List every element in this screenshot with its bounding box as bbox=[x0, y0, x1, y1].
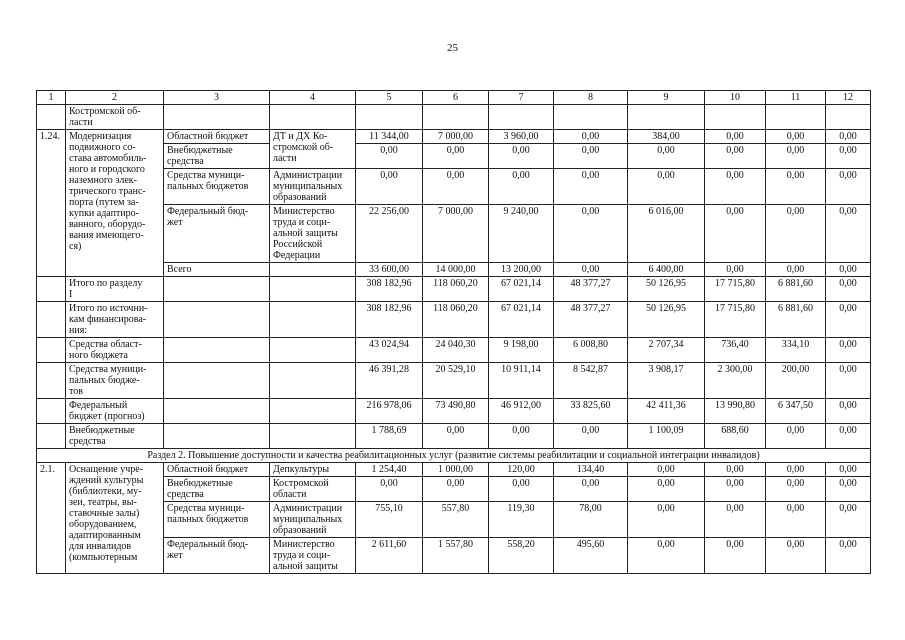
value-cell: 0,00 bbox=[489, 477, 554, 502]
total-name: Итого по разделу I bbox=[66, 277, 164, 302]
value-cell: 0,00 bbox=[826, 144, 871, 169]
col-header-6: 6 bbox=[423, 91, 489, 105]
value-cell: 0,00 bbox=[554, 263, 628, 277]
executor: Костромской области bbox=[270, 477, 356, 502]
value-cell: 0,00 bbox=[826, 538, 871, 574]
executor: Администрации муниципальных образований bbox=[270, 502, 356, 538]
total-name: Федеральный бюджет (прогноз) bbox=[66, 399, 164, 424]
value-cell: 78,00 bbox=[554, 502, 628, 538]
value-cell: 0,00 bbox=[489, 144, 554, 169]
section-row bbox=[37, 449, 871, 463]
value-cell: 0,00 bbox=[826, 502, 871, 538]
value-cell: 0,00 bbox=[705, 169, 766, 205]
row-id bbox=[37, 338, 66, 363]
col-header-11: 11 bbox=[766, 91, 826, 105]
executor bbox=[270, 399, 356, 424]
total-name: Средства муници- пальных бюдже- тов bbox=[66, 363, 164, 399]
value-cell: 0,00 bbox=[826, 263, 871, 277]
value-cell: 200,00 bbox=[766, 363, 826, 399]
executor bbox=[270, 263, 356, 277]
col-header-10: 10 bbox=[705, 91, 766, 105]
value-cell: 6 400,00 bbox=[628, 263, 705, 277]
col-header-12: 12 bbox=[826, 91, 871, 105]
value-cell: 0,00 bbox=[826, 424, 871, 449]
value-cell: 0,00 bbox=[628, 477, 705, 502]
value-cell: 0,00 bbox=[489, 169, 554, 205]
value-cell: 6 008,80 bbox=[554, 338, 628, 363]
value-cell: 9 240,00 bbox=[489, 205, 554, 263]
funding-source: Областной бюджет bbox=[164, 463, 270, 477]
value-cell: 24 040,30 bbox=[423, 338, 489, 363]
value-cell: 0,00 bbox=[628, 502, 705, 538]
value-cell: 42 411,36 bbox=[628, 399, 705, 424]
value-cell: 0,00 bbox=[356, 169, 423, 205]
row-id: 2.1. bbox=[37, 463, 66, 574]
value-cell: 6 016,00 bbox=[628, 205, 705, 263]
row-id bbox=[37, 277, 66, 302]
value-cell: 6 881,60 bbox=[766, 302, 826, 338]
value-cell: 6 881,60 bbox=[766, 277, 826, 302]
row-id bbox=[37, 363, 66, 399]
value-cell: 0,00 bbox=[423, 169, 489, 205]
funding-source: Федеральный бюд- жет bbox=[164, 205, 270, 263]
executor bbox=[270, 424, 356, 449]
funding-source bbox=[164, 399, 270, 424]
value-cell: 1 557,80 bbox=[423, 538, 489, 574]
value-cell: 0,00 bbox=[554, 169, 628, 205]
value-cell: 14 000,00 bbox=[423, 263, 489, 277]
funding-source bbox=[164, 302, 270, 338]
value-cell: 0,00 bbox=[554, 424, 628, 449]
value-cell bbox=[705, 105, 766, 130]
value-cell: 9 198,00 bbox=[489, 338, 554, 363]
funding-source: Всего bbox=[164, 263, 270, 277]
value-cell: 1 000,00 bbox=[423, 463, 489, 477]
col-header-2: 2 bbox=[66, 91, 164, 105]
value-cell: 0,00 bbox=[554, 477, 628, 502]
value-cell: 0,00 bbox=[766, 477, 826, 502]
value-cell: 558,20 bbox=[489, 538, 554, 574]
value-cell: 0,00 bbox=[705, 263, 766, 277]
value-cell: 20 529,10 bbox=[423, 363, 489, 399]
funding-source bbox=[164, 277, 270, 302]
value-cell: 0,00 bbox=[766, 538, 826, 574]
value-cell: 134,40 bbox=[554, 463, 628, 477]
executor bbox=[270, 302, 356, 338]
value-cell: 0,00 bbox=[766, 502, 826, 538]
executor bbox=[270, 363, 356, 399]
value-cell: 118 060,20 bbox=[423, 302, 489, 338]
value-cell: 67 021,14 bbox=[489, 277, 554, 302]
value-cell: 17 715,80 bbox=[705, 277, 766, 302]
value-cell bbox=[554, 105, 628, 130]
measure-name: Модернизация подвижного со- става автомобиль- ного и городского наземного элек- трического транс- порта (путем за- купки адаптиро- ванного, оборудо- вания имеющего- ся) bbox=[66, 130, 164, 277]
value-cell: 0,00 bbox=[826, 399, 871, 424]
col-header-9: 9 bbox=[628, 91, 705, 105]
value-cell: 0,00 bbox=[766, 169, 826, 205]
table-row bbox=[37, 277, 871, 302]
value-cell: 0,00 bbox=[766, 144, 826, 169]
value-cell: 48 377,27 bbox=[554, 302, 628, 338]
col-header-3: 3 bbox=[164, 91, 270, 105]
value-cell: 1 100,09 bbox=[628, 424, 705, 449]
value-cell: 11 344,00 bbox=[356, 130, 423, 144]
value-cell: 495,60 bbox=[554, 538, 628, 574]
funding-source: Внебюджетные средства bbox=[164, 477, 270, 502]
value-cell: 120,00 bbox=[489, 463, 554, 477]
value-cell bbox=[766, 105, 826, 130]
value-cell: 308 182,96 bbox=[356, 302, 423, 338]
value-cell: 0,00 bbox=[766, 130, 826, 144]
value-cell: 755,10 bbox=[356, 502, 423, 538]
value-cell: 0,00 bbox=[826, 338, 871, 363]
value-cell: 48 377,27 bbox=[554, 277, 628, 302]
row-id bbox=[37, 302, 66, 338]
value-cell: 0,00 bbox=[705, 538, 766, 574]
value-cell: 0,00 bbox=[356, 477, 423, 502]
value-cell: 8 542,87 bbox=[554, 363, 628, 399]
value-cell: 1 788,69 bbox=[356, 424, 423, 449]
executor bbox=[270, 105, 356, 130]
value-cell: 216 978,06 bbox=[356, 399, 423, 424]
funding-source bbox=[164, 338, 270, 363]
row-id bbox=[37, 399, 66, 424]
value-cell: 0,00 bbox=[423, 424, 489, 449]
funding-source: Областной бюджет bbox=[164, 130, 270, 144]
value-cell: 0,00 bbox=[628, 144, 705, 169]
value-cell: 73 490,80 bbox=[423, 399, 489, 424]
value-cell: 0,00 bbox=[826, 463, 871, 477]
funding-source: Федеральный бюд- жет bbox=[164, 538, 270, 574]
value-cell: 334,10 bbox=[766, 338, 826, 363]
funding-source: Средства муници- пальных бюджетов bbox=[164, 502, 270, 538]
value-cell: 0,00 bbox=[705, 463, 766, 477]
value-cell: 0,00 bbox=[766, 263, 826, 277]
value-cell: 6 347,50 bbox=[766, 399, 826, 424]
col-header-4: 4 bbox=[270, 91, 356, 105]
executor: ДТ и ДХ Ко- стромской об- ласти bbox=[270, 130, 356, 169]
table-row bbox=[37, 363, 871, 399]
value-cell: 688,60 bbox=[705, 424, 766, 449]
executor: Депкультуры bbox=[270, 463, 356, 477]
value-cell: 67 021,14 bbox=[489, 302, 554, 338]
funding-source: Внебюджетные средства bbox=[164, 144, 270, 169]
executor: Министерство труда и соци- альной защиты bbox=[270, 538, 356, 574]
value-cell: 2 707,34 bbox=[628, 338, 705, 363]
value-cell: 119,30 bbox=[489, 502, 554, 538]
value-cell: 10 911,14 bbox=[489, 363, 554, 399]
value-cell: 2 611,60 bbox=[356, 538, 423, 574]
col-header-5: 5 bbox=[356, 91, 423, 105]
value-cell: 0,00 bbox=[766, 424, 826, 449]
value-cell: 557,80 bbox=[423, 502, 489, 538]
value-cell: 0,00 bbox=[628, 538, 705, 574]
value-cell: 13 990,80 bbox=[705, 399, 766, 424]
table-row bbox=[37, 130, 871, 144]
value-cell: 0,00 bbox=[628, 169, 705, 205]
value-cell: 43 024,94 bbox=[356, 338, 423, 363]
value-cell: 46 912,00 bbox=[489, 399, 554, 424]
funding-source bbox=[164, 363, 270, 399]
value-cell: 7 000,00 bbox=[423, 205, 489, 263]
col-header-1: 1 bbox=[37, 91, 66, 105]
table-row bbox=[37, 424, 871, 449]
table-row bbox=[37, 399, 871, 424]
value-cell: 3 960,00 bbox=[489, 130, 554, 144]
col-header-7: 7 bbox=[489, 91, 554, 105]
value-cell bbox=[489, 105, 554, 130]
value-cell: 50 126,95 bbox=[628, 302, 705, 338]
funding-source: Средства муници- пальных бюджетов bbox=[164, 169, 270, 205]
value-cell: 33 600,00 bbox=[356, 263, 423, 277]
measure-name: Костромской об- ласти bbox=[66, 105, 164, 130]
value-cell: 384,00 bbox=[628, 130, 705, 144]
value-cell: 0,00 bbox=[826, 363, 871, 399]
value-cell: 1 254,40 bbox=[356, 463, 423, 477]
total-name: Средства област- ного бюджета bbox=[66, 338, 164, 363]
section-heading: Раздел 2. Повышение доступности и качества реабилитационных услуг (развитие системы реабилитации и социальной интеграции инвалидов) bbox=[37, 449, 871, 463]
value-cell: 0,00 bbox=[826, 477, 871, 502]
value-cell: 308 182,96 bbox=[356, 277, 423, 302]
value-cell: 0,00 bbox=[826, 277, 871, 302]
value-cell: 0,00 bbox=[554, 130, 628, 144]
value-cell: 3 908,17 bbox=[628, 363, 705, 399]
value-cell: 0,00 bbox=[826, 302, 871, 338]
row-id bbox=[37, 105, 66, 130]
header-row bbox=[37, 91, 871, 105]
value-cell: 0,00 bbox=[705, 144, 766, 169]
value-cell: 13 200,00 bbox=[489, 263, 554, 277]
row-id bbox=[37, 424, 66, 449]
value-cell bbox=[826, 105, 871, 130]
value-cell: 7 000,00 bbox=[423, 130, 489, 144]
measure-name: Оснащение учре- ждений культуры (библиотеки, му- зеи, театры, вы- ставочные залы) оборудованием, адаптированным для инвалидов (компьютерным bbox=[66, 463, 164, 574]
value-cell: 17 715,80 bbox=[705, 302, 766, 338]
value-cell: 0,00 bbox=[489, 424, 554, 449]
total-name: Итого по источни- кам финансирова- ния: bbox=[66, 302, 164, 338]
executor: Администрации муниципальных образований bbox=[270, 169, 356, 205]
value-cell: 0,00 bbox=[826, 205, 871, 263]
value-cell: 118 060,20 bbox=[423, 277, 489, 302]
table-row bbox=[37, 105, 871, 130]
value-cell: 0,00 bbox=[554, 205, 628, 263]
value-cell: 0,00 bbox=[705, 502, 766, 538]
value-cell: 0,00 bbox=[554, 144, 628, 169]
row-id: 1.24. bbox=[37, 130, 66, 277]
page-number: 25 bbox=[447, 42, 458, 54]
value-cell: 0,00 bbox=[705, 477, 766, 502]
value-cell: 0,00 bbox=[826, 169, 871, 205]
value-cell bbox=[356, 105, 423, 130]
financing-table bbox=[36, 90, 871, 574]
value-cell bbox=[423, 105, 489, 130]
value-cell: 736,40 bbox=[705, 338, 766, 363]
executor: Министерство труда и соци- альной защиты Российской Федерации bbox=[270, 205, 356, 263]
value-cell: 0,00 bbox=[705, 205, 766, 263]
value-cell bbox=[628, 105, 705, 130]
table-row bbox=[37, 338, 871, 363]
value-cell: 0,00 bbox=[628, 463, 705, 477]
funding-source bbox=[164, 105, 270, 130]
value-cell: 46 391,28 bbox=[356, 363, 423, 399]
value-cell: 2 300,00 bbox=[705, 363, 766, 399]
executor bbox=[270, 277, 356, 302]
value-cell: 22 256,00 bbox=[356, 205, 423, 263]
table-row bbox=[37, 302, 871, 338]
value-cell: 0,00 bbox=[766, 463, 826, 477]
value-cell: 0,00 bbox=[356, 144, 423, 169]
executor bbox=[270, 338, 356, 363]
total-name: Внебюджетные средства bbox=[66, 424, 164, 449]
value-cell: 0,00 bbox=[423, 144, 489, 169]
col-header-8: 8 bbox=[554, 91, 628, 105]
value-cell: 50 126,95 bbox=[628, 277, 705, 302]
value-cell: 0,00 bbox=[705, 130, 766, 144]
value-cell: 0,00 bbox=[423, 477, 489, 502]
table-row bbox=[37, 463, 871, 477]
value-cell: 0,00 bbox=[826, 130, 871, 144]
value-cell: 0,00 bbox=[766, 205, 826, 263]
value-cell: 33 825,60 bbox=[554, 399, 628, 424]
funding-source bbox=[164, 424, 270, 449]
